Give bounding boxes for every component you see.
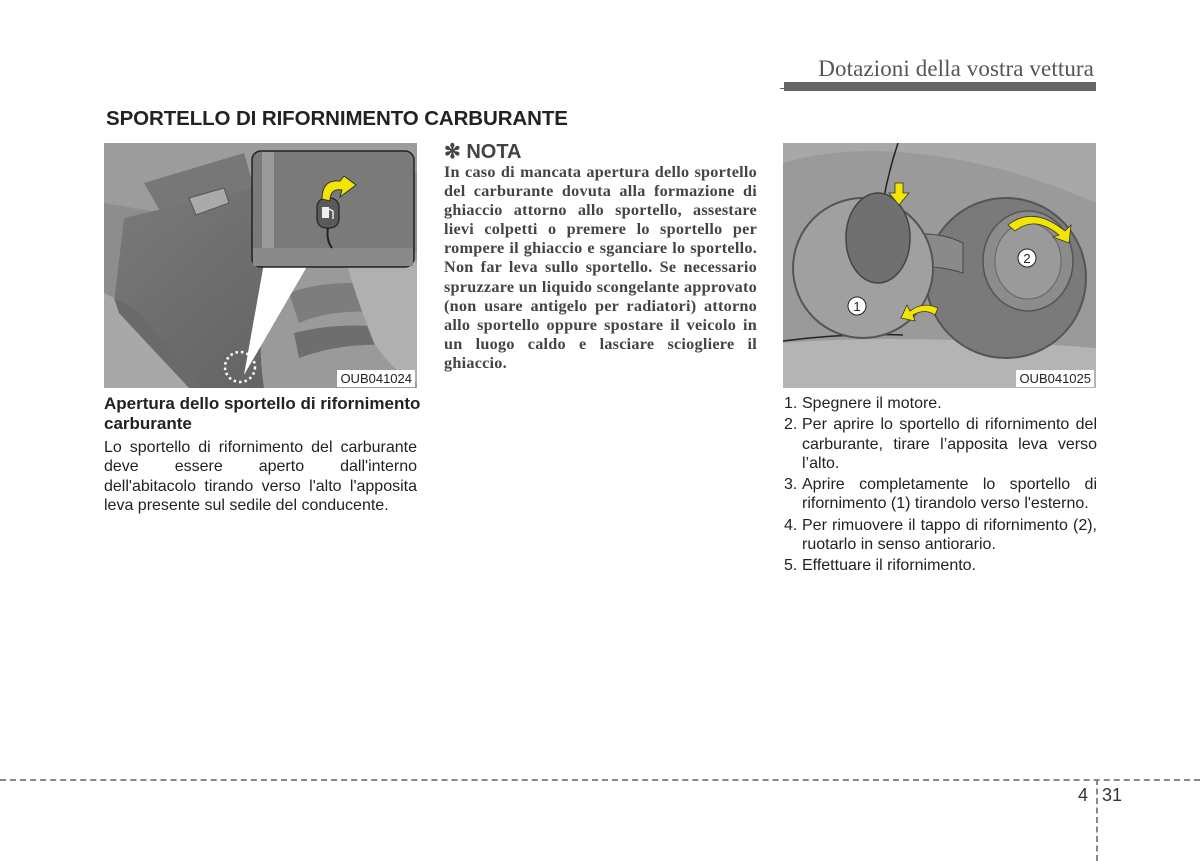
note-heading: [444, 139, 522, 164]
footer-dashed-rule: [0, 779, 1200, 781]
step-item: 2. Per aprire lo sportello di rifornimento del carburante, tirare l’apposita leva verso l’alto.: [784, 416, 1097, 472]
figure-fuel-door-release-lever: [104, 143, 417, 388]
procedure-steps: [784, 394, 1097, 578]
step-item: 5. Effettuare il rifornimento.: [784, 557, 977, 575]
fuel-door-illustration: [783, 143, 1096, 388]
opening-instructions: Lo sportello di rifornimento del carburante deve essere aperto dall'interno dell'abitacolo tirando verso l'alto l'apposita leva presente sul sedile del conducente.: [104, 439, 417, 514]
section-title: SPORTELLO DI RIFORNIMENTO CARBURANTE: [106, 107, 568, 130]
chapter-number: 4: [1078, 785, 1089, 805]
step-item: 4. Per rimuovere il tappo di rifornimento (2), ruotarlo in senso antiorario.: [784, 516, 1097, 554]
header-rule-tail: [780, 88, 786, 89]
note-body: In caso di mancata apertura dello sportello del carburante dovuta alla formazione di ghiaccio attorno allo sportello, assestare lievi colpetti o premere lo sportello per rompere il ghiaccio e sganciare lo sportello. Non far leva sullo sportello. Se necessario spruzzare un liquido scongelante approvato (non usare antigelo per radiatori) attorno allo sportello oppure spostare il veicolo in un luogo caldo e lasciare sciogliere il ghiaccio.: [444, 163, 757, 372]
footer-dashed-divider: [1096, 779, 1098, 861]
car-interior-illustration: [104, 143, 417, 388]
header-rule: [784, 82, 1096, 91]
callout-1: 1: [853, 299, 861, 314]
step-item: 3. Aprire completamente lo sportello di rifornimento (1) tirandolo verso l'esterno.: [784, 476, 1097, 513]
running-header-title: Dotazioni della vostra vettura: [818, 56, 1094, 81]
subsection-heading: Apertura dello sportello di rifornimento carburante: [104, 394, 421, 433]
page-number: 31: [1102, 785, 1123, 805]
figure-code: OUB041024: [337, 370, 415, 387]
note-heading-label: NOTA: [466, 141, 522, 163]
figure-code: OUB041025: [1016, 370, 1094, 387]
step-item: 1. Spegnere il motore.: [784, 395, 942, 412]
figure-fuel-filler-door: [783, 143, 1096, 388]
asterisk-icon: ✻: [444, 141, 461, 163]
callout-2: 2: [1023, 251, 1031, 266]
